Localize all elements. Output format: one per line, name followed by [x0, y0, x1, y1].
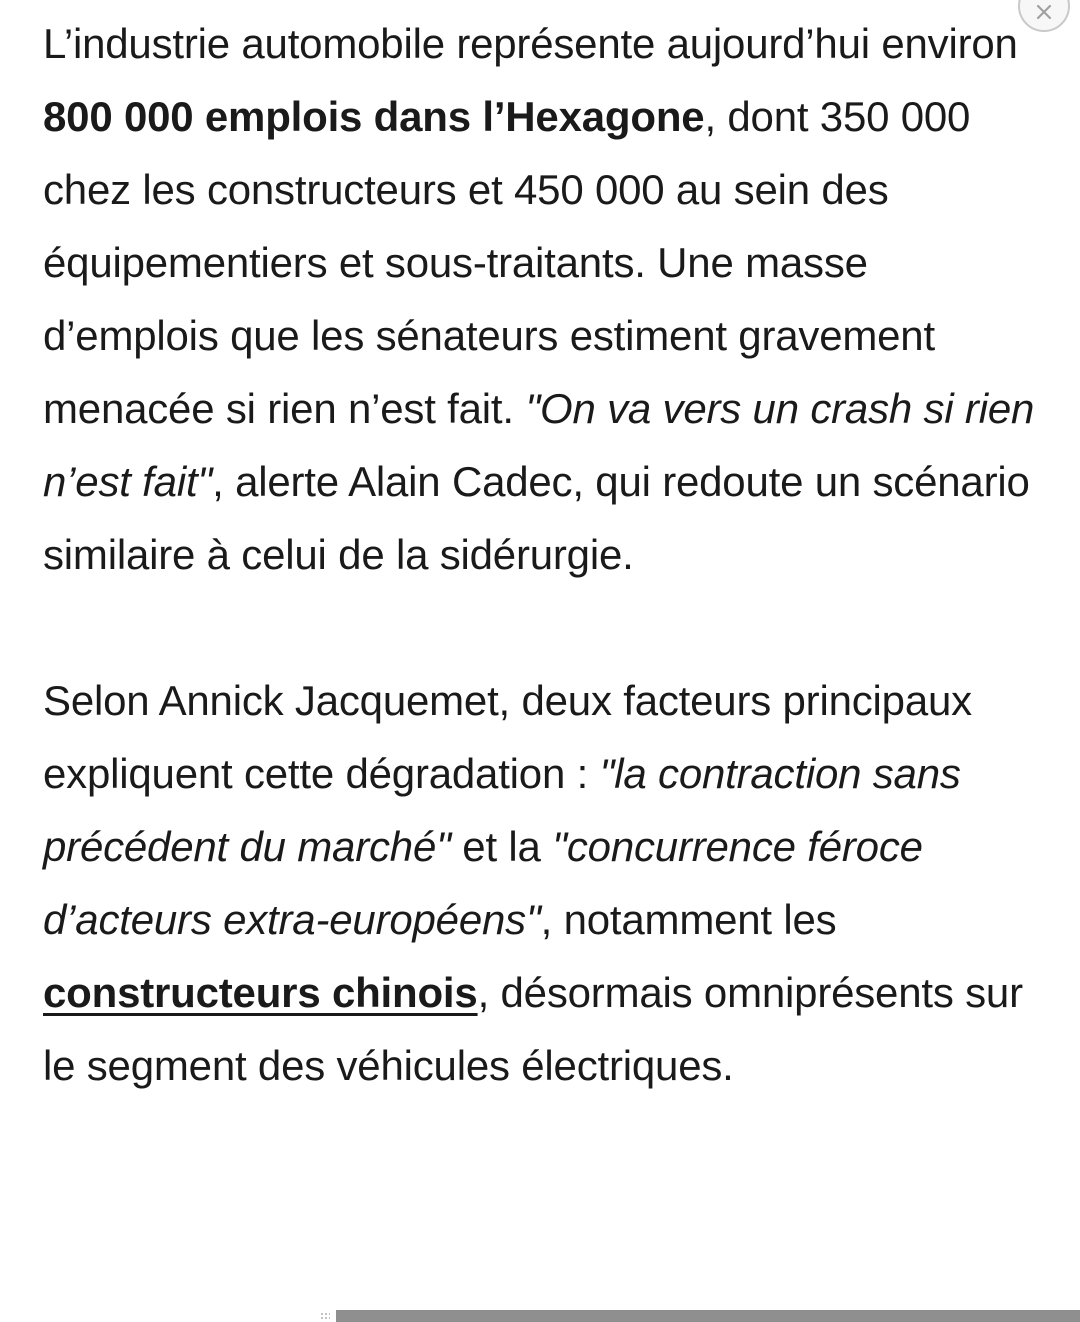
quote-italic: "concurrence féroce d’acteurs extra-européens"	[43, 823, 923, 943]
horizontal-scrollbar-area	[0, 1310, 1080, 1322]
quote-italic: "On va vers un crash si rien n’est fait"	[43, 385, 1035, 505]
horizontal-scrollbar[interactable]	[336, 1310, 1080, 1322]
quote-italic: "la contraction sans précédent du marché"	[43, 750, 961, 870]
paragraph-1	[43, 7, 1043, 591]
text-span: et la	[450, 823, 553, 870]
paragraph-2	[43, 664, 1043, 1102]
text-span: , alerte Alain Cadec, qui redoute un scénario similaire à celui de la sidérurgie.	[43, 458, 1030, 578]
text-span: , désormais omniprésents sur le segment des véhicules électriques.	[43, 969, 1023, 1089]
link-constructeurs-chinois[interactable]: constructeurs chinois	[43, 969, 478, 1016]
text-span: , notamment les	[540, 896, 837, 943]
drag-handle-icon[interactable]	[320, 1312, 330, 1320]
text-span: , dont 350 000 chez les constructeurs et 450 000 au sein des équipementiers et sous-traitants. Une masse d’emplois que les sénateurs estiment gravement menacée si rien n’est fait.	[43, 93, 971, 432]
bold-emphasis: 800 000 emplois dans l’Hexagone	[43, 93, 705, 140]
text-span: L’industrie automobile représente aujourd’hui environ	[43, 20, 1018, 67]
text-span: Selon Annick Jacquemet, deux facteurs principaux expliquent cette dégradation :	[43, 677, 972, 797]
article-body	[43, 7, 1043, 1102]
